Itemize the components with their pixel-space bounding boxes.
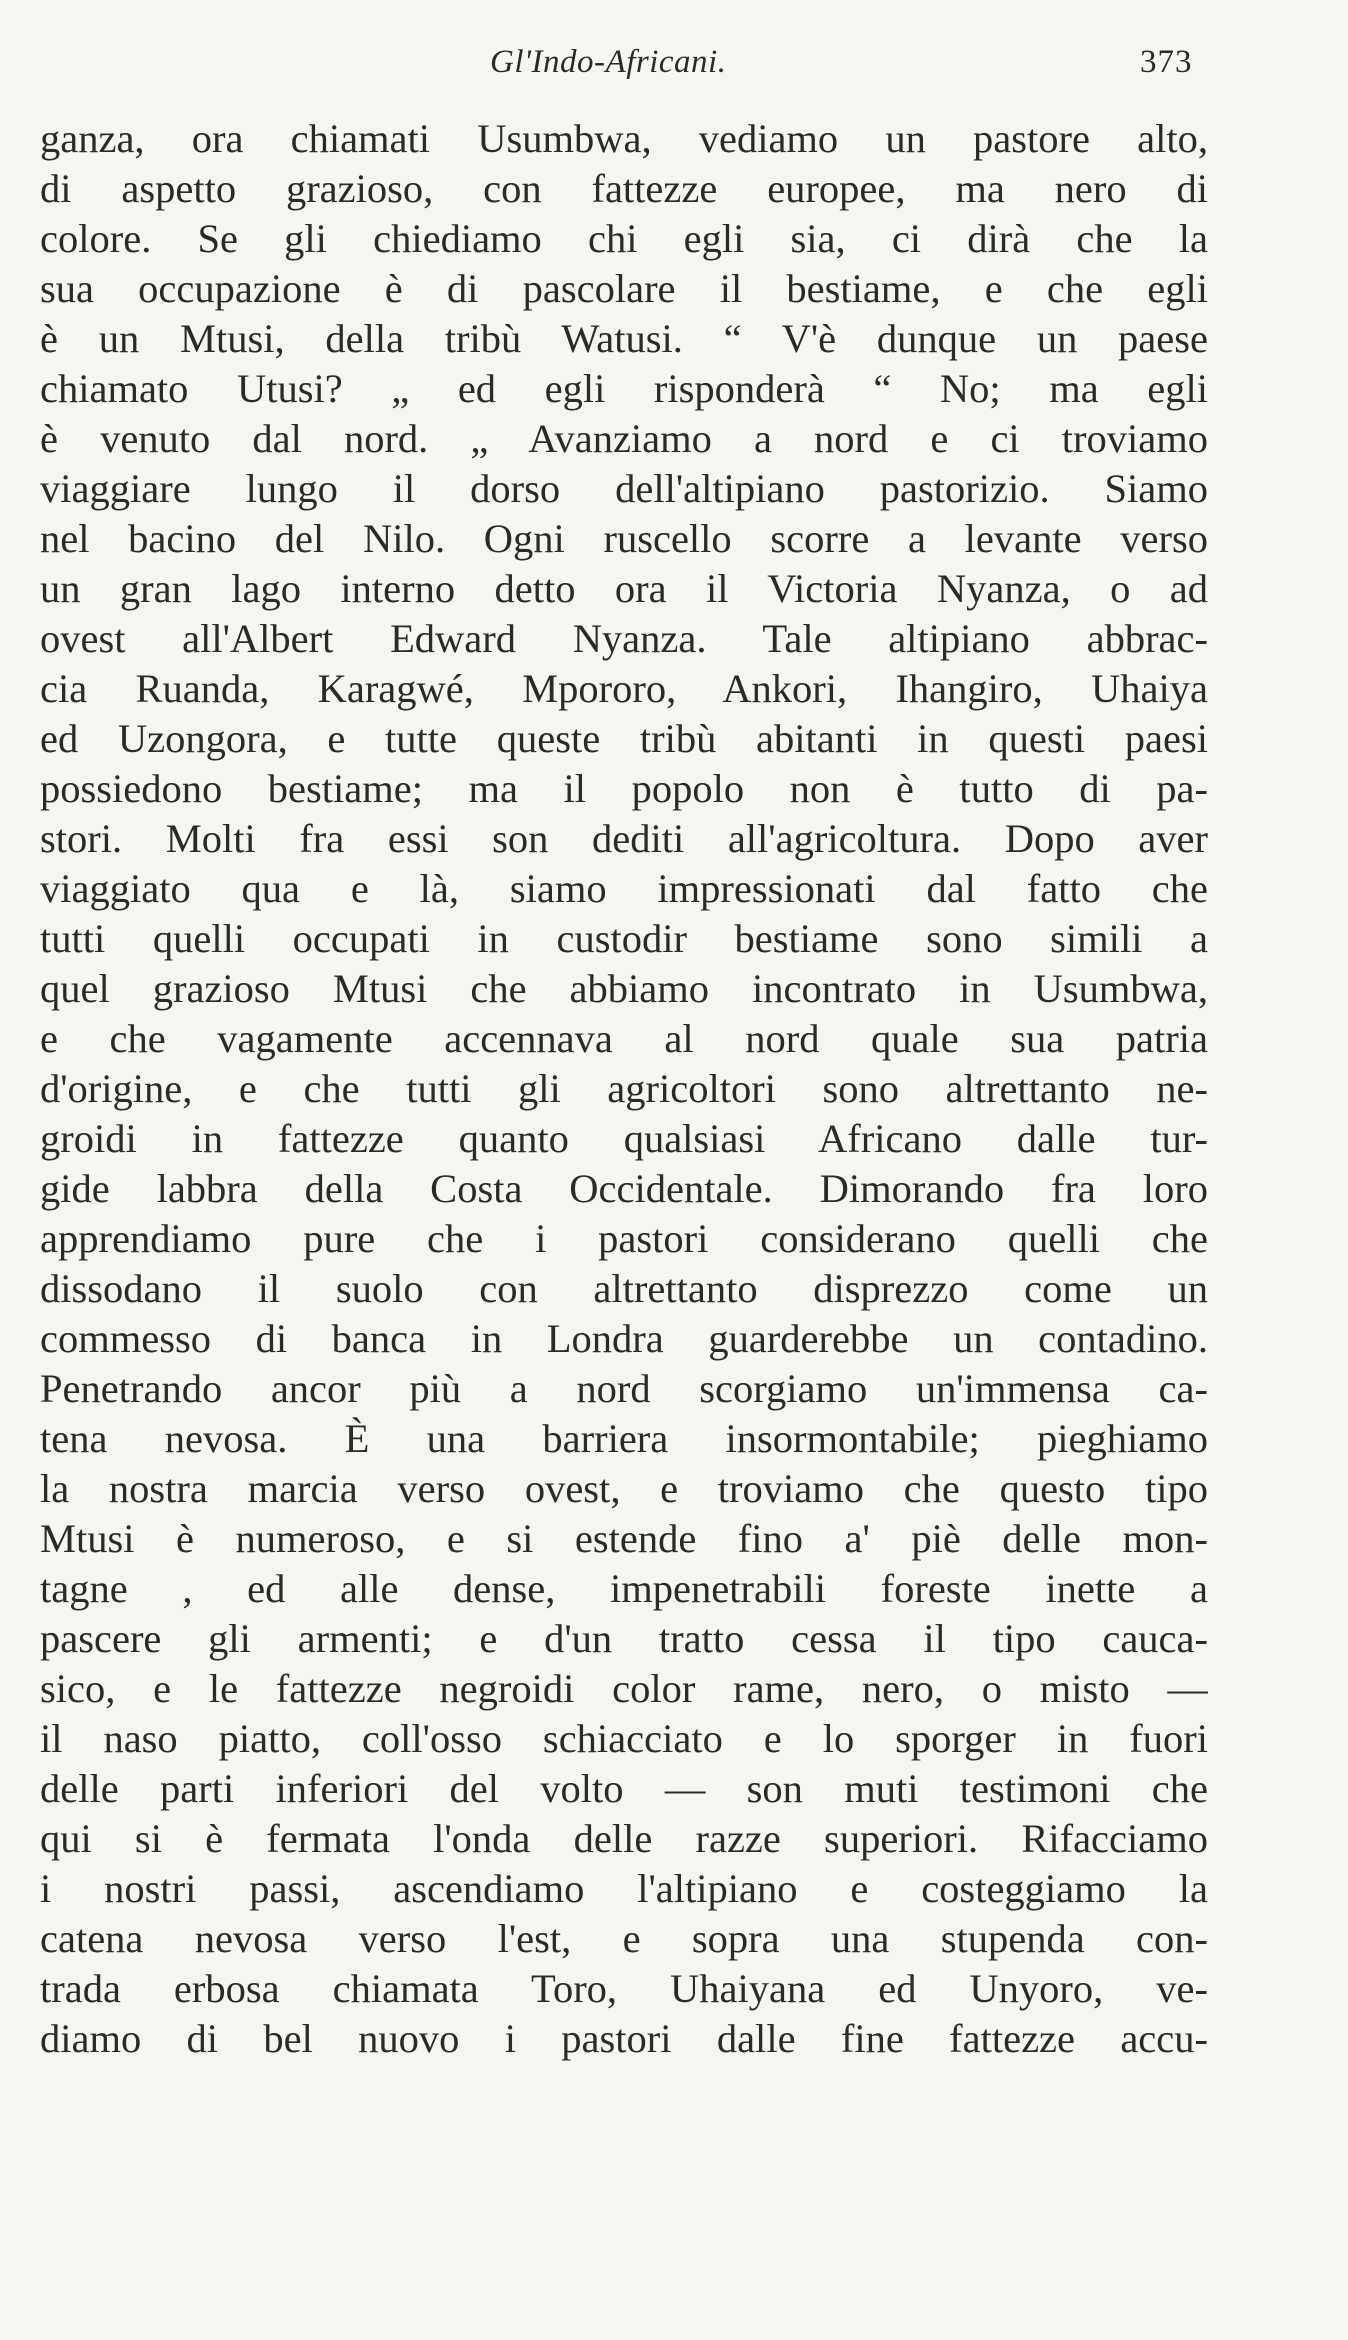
text-line: viaggiare lungo il dorso dell'altipiano pastorizio. Siamo — [40, 466, 1208, 511]
text-line: groidi in fattezze quanto qualsiasi Africano dalle tur- — [40, 1116, 1208, 1161]
text-line: cia Ruanda, Karagwé, Mpororo, Ankori, Ihangiro, Uhaiya — [40, 666, 1208, 711]
text-line: il naso piatto, coll'osso schiacciato e lo sporger in fuori — [40, 1716, 1208, 1761]
text-line: apprendiamo pure che i pastori considerano quelli che — [40, 1216, 1208, 1261]
text-line: la nostra marcia verso ovest, e troviamo che questo tipo — [40, 1466, 1208, 1511]
text-line: gide labbra della Costa Occidentale. Dimorando fra loro — [40, 1166, 1208, 1211]
text-line: d'origine, e che tutti gli agricoltori sono altrettanto ne- — [40, 1066, 1208, 1111]
text-line: ed Uzongora, e tutte queste tribù abitanti in questi paesi — [40, 716, 1208, 761]
text-line: un gran lago interno detto ora il Victoria Nyanza, o ad — [40, 566, 1208, 611]
text-line: sua occupazione è di pascolare il bestiame, e che egli — [40, 266, 1208, 311]
text-line: tena nevosa. È una barriera insormontabile; pieghiamo — [40, 1416, 1208, 1461]
text-line: colore. Se gli chiediamo chi egli sia, ci dirà che la — [40, 216, 1208, 261]
text-line: tagne , ed alle dense, impenetrabili foreste inette a — [40, 1566, 1208, 1611]
text-line: i nostri passi, ascendiamo l'altipiano e costeggiamo la — [40, 1866, 1208, 1911]
text-line: è venuto dal nord. „ Avanziamo a nord e ci troviamo — [40, 416, 1208, 461]
text-line: trada erbosa chiamata Toro, Uhaiyana ed Unyoro, ve- — [40, 1966, 1208, 2011]
text-line: quel grazioso Mtusi che abbiamo incontrato in Usumbwa, — [40, 966, 1208, 1011]
text-line: catena nevosa verso l'est, e sopra una stupenda con- — [40, 1916, 1208, 1961]
text-line: tutti quelli occupati in custodir bestiame sono simili a — [40, 916, 1208, 961]
text-line: qui si è fermata l'onda delle razze superiori. Rifacciamo — [40, 1816, 1208, 1861]
text-line: possiedono bestiame; ma il popolo non è tutto di pa- — [40, 766, 1208, 811]
text-line: viaggiato qua e là, siamo impressionati dal fatto che — [40, 866, 1208, 911]
text-line: Penetrando ancor più a nord scorgiamo un'immensa ca- — [40, 1366, 1208, 1411]
text-line: delle parti inferiori del volto — son muti testimoni che — [40, 1766, 1208, 1811]
text-line: chiamato Utusi? „ ed egli risponderà “ No; ma egli — [40, 366, 1208, 411]
running-title: Gl'Indo-Africani. — [490, 44, 727, 80]
text-line: commesso di banca in Londra guarderebbe un contadino. — [40, 1316, 1208, 1361]
text-line: nel bacino del Nilo. Ogni ruscello scorre a levante verso — [40, 516, 1208, 561]
text-line: e che vagamente accennava al nord quale sua patria — [40, 1016, 1208, 1061]
text-line: pascere gli armenti; e d'un tratto cessa il tipo cauca- — [40, 1616, 1208, 1661]
text-line: sico, e le fattezze negroidi color rame, nero, o misto — — [40, 1666, 1208, 1711]
text-line: dissodano il suolo con altrettanto disprezzo come un — [40, 1266, 1208, 1311]
text-line: di aspetto grazioso, con fattezze europee, ma nero di — [40, 166, 1208, 211]
text-line: ganza, ora chiamati Usumbwa, vediamo un pastore alto, — [40, 116, 1208, 161]
text-line: è un Mtusi, della tribù Watusi. “ V'è dunque un paese — [40, 316, 1208, 361]
body-text — [40, 114, 1208, 2064]
text-line: stori. Molti fra essi son dediti all'agricoltura. Dopo aver — [40, 816, 1208, 861]
text-line: diamo di bel nuovo i pastori dalle fine fattezze accu- — [40, 2016, 1208, 2061]
page-number: 373 — [1140, 44, 1193, 80]
text-line: ovest all'Albert Edward Nyanza. Tale altipiano abbrac- — [40, 616, 1208, 661]
text-line: Mtusi è numeroso, e si estende fino a' piè delle mon- — [40, 1516, 1208, 1561]
